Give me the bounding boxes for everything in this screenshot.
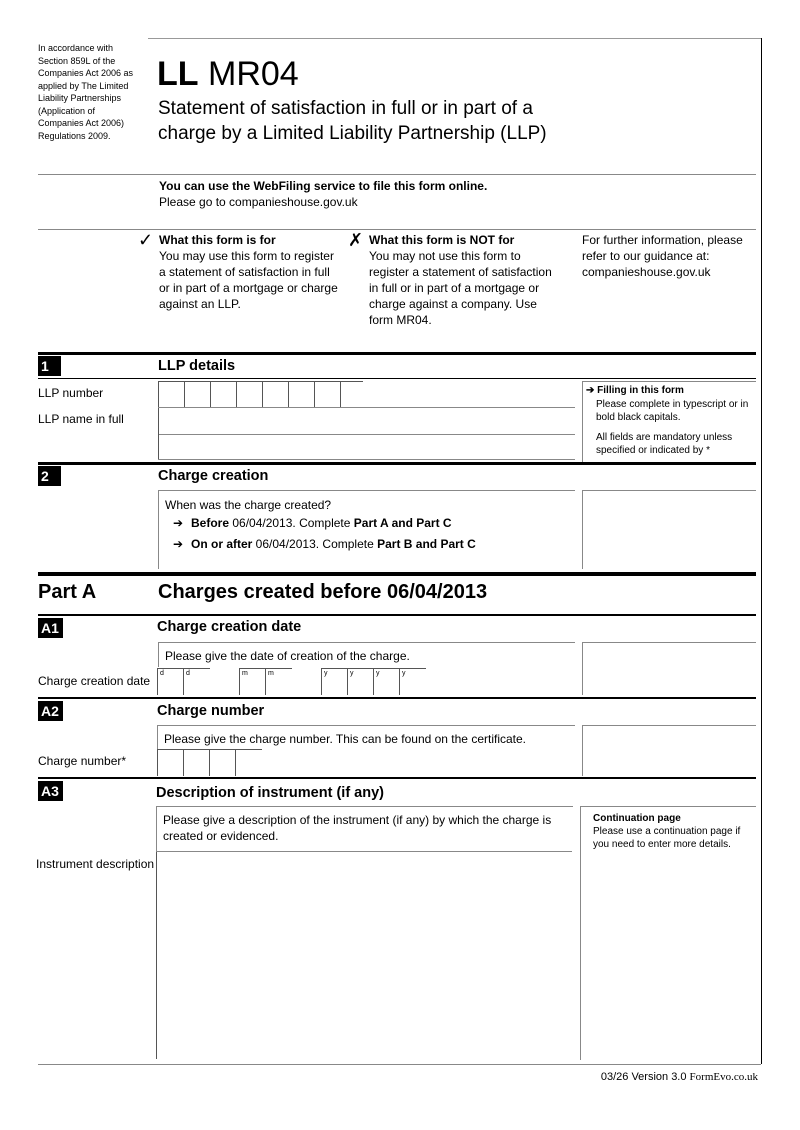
form-prefix: LL (157, 55, 199, 93)
webfiling-title: You can use the WebFiling service to file this form online. (159, 179, 488, 193)
form-code-text: MR04 (208, 55, 299, 93)
accordance-line: (Application of (38, 105, 96, 116)
guidance-text (596, 399, 748, 457)
llp-number-cell[interactable] (158, 381, 185, 408)
section-rule (38, 777, 756, 779)
section-title: LLP details (158, 358, 236, 374)
info-line: For further information, please (582, 233, 743, 247)
option-keyword: On or after (191, 537, 253, 551)
side-note-box (582, 490, 756, 569)
instrument-description-label: Instrument description (36, 857, 155, 871)
date-cell-year[interactable] (347, 668, 374, 695)
continuation-box (580, 806, 756, 1060)
divider (38, 174, 756, 175)
llp-number-field[interactable] (158, 381, 363, 407)
section-number-badge: A3 (38, 781, 63, 801)
arrow-icon: ➔ (173, 537, 184, 551)
llp-number-label: LLP number (38, 386, 104, 400)
info-line: form MR04. (369, 313, 432, 327)
part-rule (38, 572, 756, 576)
continuation-title: Continuation page (593, 813, 681, 824)
info-line: charge against a company. Use (369, 297, 537, 311)
charge-creation-date-field[interactable] (157, 668, 427, 694)
option-before (173, 515, 452, 531)
date-cell-month[interactable] (239, 668, 266, 695)
info-line: companieshouse.gov.uk (582, 265, 711, 279)
charge-number-cell[interactable] (209, 749, 236, 776)
section-title: Description of instrument (if any) (156, 785, 384, 801)
accordance-line: In accordance with (38, 43, 114, 53)
cross-icon: ✗ (348, 230, 364, 250)
llp-name-label: LLP name in full (38, 412, 124, 426)
continuation-line: Please use a continuation page if (593, 826, 741, 837)
info-line: against an LLP. (159, 297, 241, 311)
guidance-line: All fields are mandatory unless (596, 432, 733, 443)
form-title-line: charge by a Limited Liability Partnership (LLP) (158, 123, 547, 144)
option-text: 06/04/2013. Complete (229, 516, 354, 530)
guidance-title (586, 385, 684, 398)
webfiling-link: Please go to companieshouse.gov.uk (159, 195, 358, 209)
a2-instruction-box (157, 725, 575, 750)
box-top (158, 490, 574, 491)
date-cell-letter: d (160, 670, 164, 677)
date-cell-letter: d (186, 670, 190, 677)
charge-number-label: Charge number* (38, 754, 127, 768)
webfiling-notice (159, 178, 487, 210)
date-cell-year[interactable] (373, 668, 400, 695)
section-rule (38, 697, 756, 699)
guidance-line: bold black capitals. (596, 411, 681, 423)
info-not-for (369, 232, 552, 328)
a3-instruction (163, 812, 551, 844)
section-number-badge: A1 (38, 618, 63, 638)
date-cell-year[interactable] (321, 668, 348, 695)
date-cell-letter: y (402, 670, 406, 677)
a2-instruction: Please give the charge number. This can be found on the certificate. (164, 732, 527, 746)
section-underline (38, 378, 756, 379)
llp-number-cell[interactable] (288, 381, 315, 408)
charge-creation-date-label: Charge creation date (38, 674, 151, 688)
llp-name-field-2[interactable] (158, 434, 576, 459)
a3-instruction-line: Please give a description of the instrument (if any) by which the charge is (163, 813, 552, 827)
a3-instruction-box (156, 806, 573, 851)
continuation-line: you need to enter more details. (593, 839, 731, 850)
section-number-badge: 1 (38, 356, 61, 376)
section-title: Charge number (157, 703, 265, 719)
llp-number-cell[interactable] (262, 381, 289, 408)
option-parts: Part A and Part C (353, 516, 452, 530)
guidance-line: Please complete in typescript or in (596, 399, 749, 410)
charge-number-cell[interactable] (235, 749, 262, 776)
side-note-box (582, 725, 756, 776)
guidance-line: specified or indicated by * (596, 444, 710, 456)
form-title (158, 96, 547, 146)
info-line: refer to our guidance at: (582, 249, 710, 263)
footer-version (601, 1071, 758, 1083)
a3-instruction-line: created or evidenced. (163, 829, 279, 843)
version-text: 03/26 Version 3.0 (600, 1071, 687, 1083)
date-cell-letter: y (350, 670, 354, 677)
llp-name-field-1[interactable] (158, 408, 576, 434)
continuation-note (593, 812, 740, 851)
part-label: Part A (38, 581, 97, 603)
brand-text: FormEvo.co.uk (689, 1071, 758, 1083)
section-title: Charge creation (158, 468, 269, 484)
top-rule (148, 38, 761, 39)
date-cell-letter: y (376, 670, 380, 677)
accordance-line: applied by The Limited (38, 80, 129, 91)
charge-creation-box (158, 490, 575, 569)
section-rule (38, 614, 756, 616)
info-for-title: What this form is for (159, 233, 276, 247)
charge-number-cell[interactable] (157, 749, 184, 776)
info-further (582, 232, 743, 280)
section-number-badge: A2 (38, 701, 63, 721)
llp-number-cell[interactable] (210, 381, 237, 408)
section-title: Charge creation date (157, 619, 302, 635)
a1-instruction: Please give the date of creation of the charge. (165, 649, 410, 663)
accordance-note (38, 42, 148, 142)
arrow-icon: ➔ (173, 516, 184, 530)
llp-number-cell[interactable] (314, 381, 341, 408)
accordance-line: Section 859L of the (38, 55, 116, 66)
part-title: Charges created before 06/04/2013 (158, 581, 488, 603)
option-text: 06/04/2013. Complete (252, 537, 378, 551)
llp-number-cell[interactable] (340, 381, 363, 408)
date-cell-day[interactable] (157, 668, 184, 695)
option-parts: Part B and Part C (377, 537, 476, 551)
right-border (761, 38, 762, 1064)
a1-instruction-box (158, 642, 575, 667)
date-cell-letter: y (324, 670, 328, 677)
charge-question: When was the charge created? (165, 498, 332, 512)
option-on-after (173, 536, 476, 552)
date-cell-letter: m (242, 670, 248, 677)
date-cell-day[interactable] (183, 668, 210, 695)
accordance-line: Regulations 2009. (38, 130, 111, 141)
field-underline (158, 459, 575, 460)
side-note-box (582, 642, 756, 695)
form-code (157, 54, 299, 94)
arrow-icon: ➔ (586, 385, 595, 396)
info-line: or in part of a mortgage or charge (159, 281, 338, 295)
accordance-line: Liability Partnerships (38, 93, 122, 103)
section-number-badge: 2 (38, 466, 61, 486)
info-line: register a statement of satisfaction (369, 265, 552, 279)
info-line: in full or in part of a mortgage or (369, 281, 540, 295)
accordance-line: Companies Act 2006) (38, 118, 125, 128)
guidance-box (582, 381, 756, 462)
date-cell-letter: m (268, 670, 274, 677)
accordance-line: Companies Act 2006 as (38, 68, 134, 78)
option-keyword: Before (191, 516, 230, 530)
form-title-line: Statement of satisfaction in full or in part of a (158, 98, 533, 119)
charge-number-cell[interactable] (183, 749, 210, 776)
section-rule (38, 462, 756, 465)
instrument-description-field[interactable] (156, 852, 581, 1059)
guidance-title-text: Filling in this form (597, 385, 684, 396)
checkmark-icon: ✓ (138, 230, 154, 250)
info-line: a statement of satisfaction in full (159, 265, 330, 279)
charge-number-field[interactable] (157, 749, 267, 775)
info-line: You may use this form to register (159, 249, 334, 263)
llp-number-cell[interactable] (184, 381, 211, 408)
date-cell-month[interactable] (265, 668, 292, 695)
info-line: You may not use this form to (369, 249, 521, 263)
info-for (159, 232, 338, 312)
footer-rule (38, 1064, 761, 1065)
info-not-for-title: What this form is NOT for (369, 233, 515, 247)
llp-number-cell[interactable] (236, 381, 263, 408)
section-rule (38, 352, 756, 355)
date-cell-year[interactable] (399, 668, 426, 695)
